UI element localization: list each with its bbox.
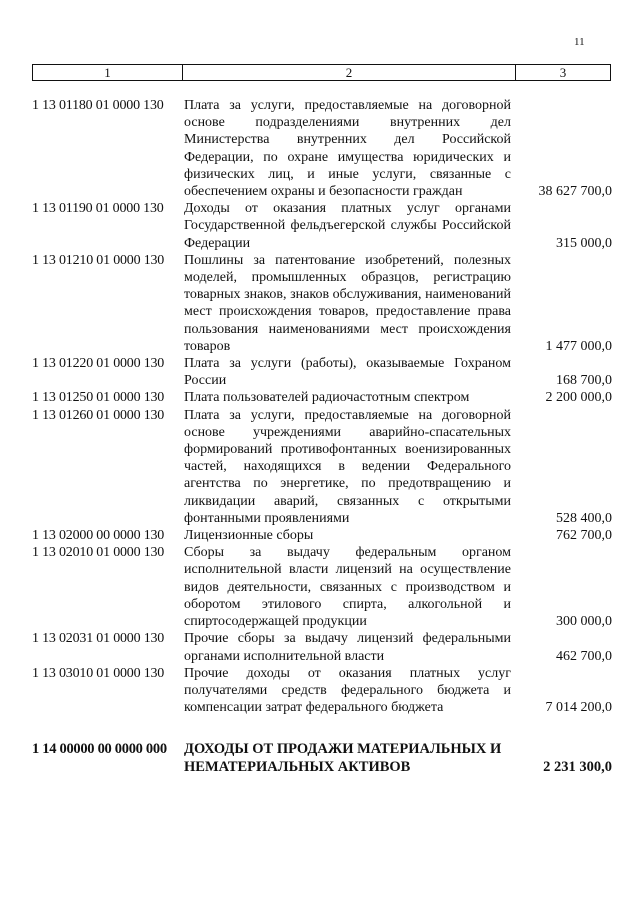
row-code: 1 13 03010 01 0000 130 (32, 665, 165, 681)
total-code: 1 14 00000 00 0000 000 (32, 741, 167, 758)
row-description: Прочие доходы от оказания платных услуг получателями средств федерального бюджета и компенсации затрат федерального бюджета (184, 665, 511, 716)
row-description: Плата пользователей радиочастотным спектром (184, 390, 470, 406)
row-code: 1 13 01220 01 0000 130 (32, 356, 165, 372)
header-col-1: 1 (33, 65, 183, 80)
row-amount: 2 200 000,0 (545, 390, 612, 406)
table-row (32, 407, 612, 527)
table-row (32, 200, 612, 252)
total-description: ДОХОДЫ ОТ ПРОДАЖИ МАТЕРИАЛЬНЫХ И НЕМАТЕРИАЛЬНЫХ АКТИВОВ (184, 741, 502, 775)
row-code: 1 13 02010 01 0000 130 (32, 545, 165, 561)
row-description: Плата за услуги, предоставляемые на договорной основе подразделениями внутренних дел Министерства внутренних дел Российской Федерации, по охране имущества юридических и физических лиц, и иные услуги, связанные с обеспечением охраны и безопасности граждан (184, 98, 511, 200)
row-code: 1 13 01210 01 0000 130 (32, 252, 165, 268)
row-description: Плата за услуги (работы), оказываемые Гохраном России (184, 356, 511, 389)
row-amount: 168 700,0 (556, 373, 612, 389)
row-amount: 1 477 000,0 (545, 338, 612, 354)
table-header (32, 64, 611, 81)
row-amount: 762 700,0 (556, 528, 612, 544)
table-row (32, 252, 612, 355)
table-row (32, 527, 612, 544)
table-row (32, 355, 612, 389)
row-code: 1 13 02000 00 0000 130 (32, 528, 165, 544)
row-description: Пошлины за патентование изобретений, полезных моделей, промышленных образцов, регистрацию товарных знаков, знаков обслуживания, наименований мест происхождения товаров, предоставление права пользования наименованиями мест происхождения товаров (184, 252, 511, 354)
row-code: 1 13 02031 01 0000 130 (32, 631, 165, 647)
table-row (32, 389, 612, 406)
table-row (32, 544, 612, 630)
row-amount: 38 627 700,0 (538, 184, 612, 200)
total-amount: 2 231 300,0 (543, 758, 612, 775)
header-col-3: 3 (559, 64, 567, 80)
row-description: Сборы за выдачу федеральным органом исполнительной власти лицензий на осуществление видов деятельности, связанных с производством и оборотом этилового спирта, алкогольной и спиртосодержащей продукции (184, 545, 511, 630)
table-row (32, 97, 612, 200)
row-amount: 528 400,0 (556, 510, 612, 526)
row-code: 1 13 01250 01 0000 130 (32, 390, 165, 406)
row-amount: 7 014 200,0 (545, 700, 612, 716)
header-col-2: 2 (183, 65, 516, 80)
row-amount: 462 700,0 (556, 648, 612, 664)
row-code: 1 13 01180 01 0000 130 (32, 98, 164, 113)
row-amount: 315 000,0 (556, 235, 612, 251)
budget-table-body (32, 97, 612, 776)
row-code: 1 13 01260 01 0000 130 (32, 407, 165, 423)
row-amount: 300 000,0 (556, 614, 612, 630)
row-description: Плата за услуги, предоставляемые на договорной основе учреждениями аварийно-спасательных формирований противофонтанных военизированных частей, находящихся в ведении Федерального агентства по энергетике, по предотвращению и ликвидации аварий, связанных с открытыми фонтанными проявлениями (184, 407, 511, 526)
table-row (32, 630, 612, 664)
row-description: Лицензионные сборы (184, 528, 314, 544)
total-row (32, 741, 612, 776)
row-code: 1 13 01190 01 0000 130 (32, 201, 164, 217)
row-description: Прочие сборы за выдачу лицензий федеральными органами исполнительной власти (184, 631, 511, 664)
page-number: 11 (574, 36, 585, 48)
row-description: Доходы от оказания платных услуг органами Государственной фельдъегерской службы Российской Федерации (184, 201, 511, 251)
table-row (32, 665, 612, 717)
